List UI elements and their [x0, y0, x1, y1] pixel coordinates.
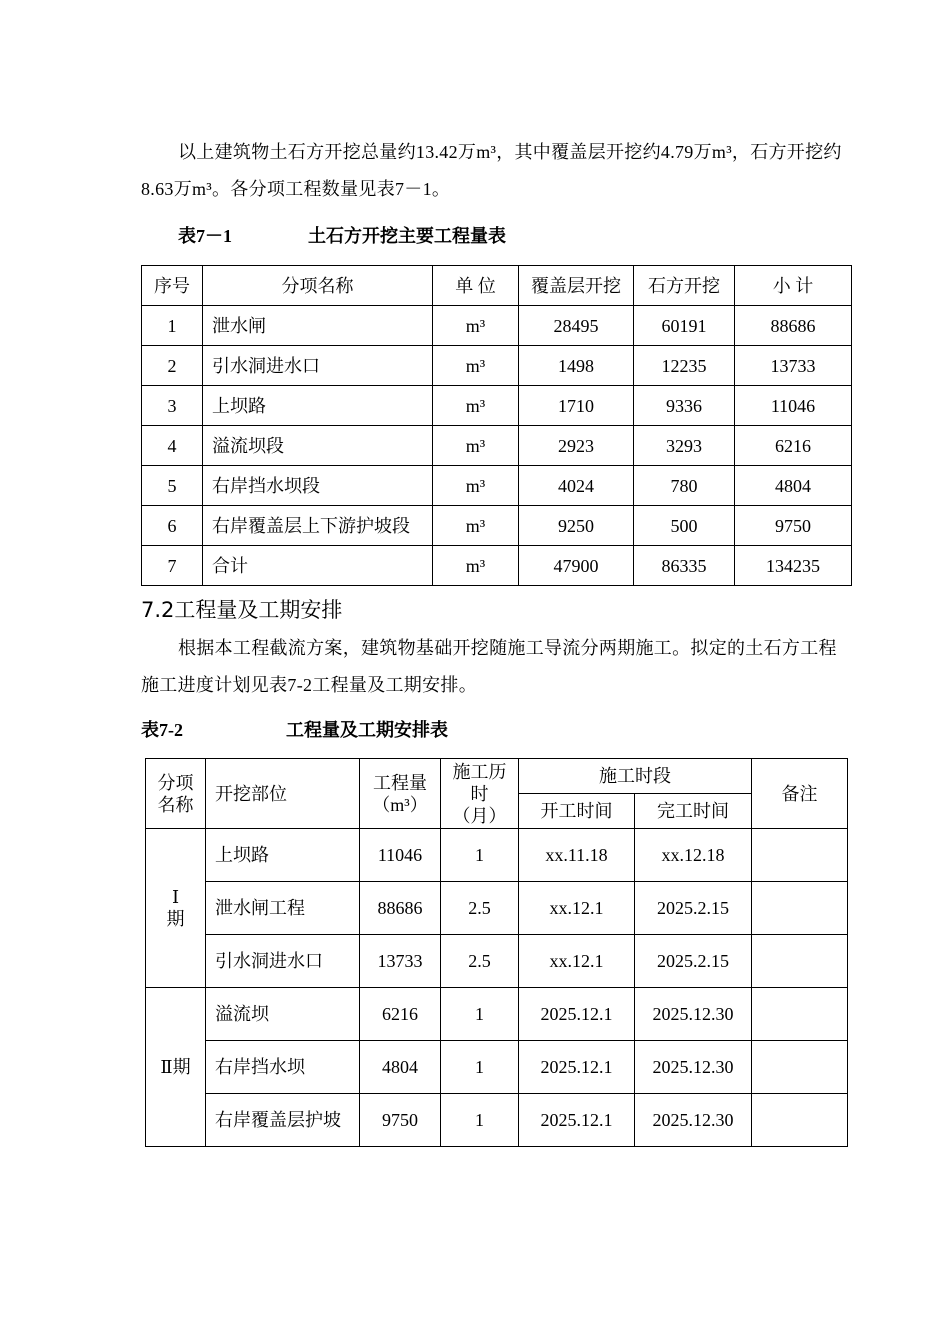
quantity: 4804 — [360, 1041, 441, 1094]
section-heading: 7.2工程量及工期安排 — [141, 598, 343, 622]
unit: m³ — [433, 426, 519, 466]
duration: 1 — [441, 829, 519, 882]
table-row — [142, 386, 852, 426]
rock-excavation: 3293 — [634, 426, 735, 466]
column-header-part: 开挖部位 — [206, 759, 360, 829]
column-header: 石方开挖 — [634, 266, 735, 306]
cover-excavation: 4024 — [519, 466, 634, 506]
earthwork-table — [141, 265, 852, 586]
item-name: 引水洞进水口 — [203, 346, 433, 386]
duration: 1 — [441, 988, 519, 1041]
unit: m³ — [433, 386, 519, 426]
table-row — [146, 935, 848, 988]
start-date: xx.11.18 — [519, 829, 635, 882]
start-date: 2025.12.1 — [519, 1094, 635, 1147]
remark — [752, 1041, 848, 1094]
header-text: 分项 — [157, 772, 194, 793]
start-date: 2025.12.1 — [519, 988, 635, 1041]
end-date: 2025.2.15 — [635, 935, 752, 988]
rock-excavation: 60191 — [634, 306, 735, 346]
table1-caption-number: 表7－1 — [178, 226, 232, 246]
part-name: 引水洞进水口 — [206, 935, 360, 988]
part-name: 溢流坝 — [206, 988, 360, 1041]
column-header: 单 位 — [433, 266, 519, 306]
part-name: 右岸覆盖层护坡 — [206, 1094, 360, 1147]
rock-excavation: 9336 — [634, 386, 735, 426]
rock-excavation: 780 — [634, 466, 735, 506]
part-name: 上坝路 — [206, 829, 360, 882]
subtotal: 4804 — [735, 466, 852, 506]
rock-excavation: 86335 — [634, 546, 735, 586]
table-row — [146, 882, 848, 935]
table-row-total — [142, 546, 852, 586]
duration: 1 — [441, 1041, 519, 1094]
item-name: 右岸覆盖层上下游护坡段 — [203, 506, 433, 546]
quantity: 13733 — [360, 935, 441, 988]
table-row — [142, 426, 852, 466]
table-row — [142, 306, 852, 346]
header-text: （月） — [452, 805, 507, 826]
subtotal: 88686 — [735, 306, 852, 346]
unit: m³ — [433, 306, 519, 346]
cover-excavation: 28495 — [519, 306, 634, 346]
column-header-start: 开工时间 — [519, 794, 635, 829]
table-row — [142, 466, 852, 506]
quantity: 6216 — [360, 988, 441, 1041]
column-header-phase — [146, 759, 206, 829]
subtotal: 6216 — [735, 426, 852, 466]
part-name: 泄水闸工程 — [206, 882, 360, 935]
phase-label: 期 — [166, 909, 185, 929]
header-text: 时 — [470, 783, 489, 804]
duration: 2.5 — [441, 882, 519, 935]
remark — [752, 1094, 848, 1147]
table-row — [146, 1041, 848, 1094]
unit: m³ — [433, 466, 519, 506]
start-date: xx.12.1 — [519, 935, 635, 988]
end-date: xx.12.18 — [635, 829, 752, 882]
phase-cell: Ⅱ期 — [146, 988, 206, 1147]
start-date: xx.12.1 — [519, 882, 635, 935]
quantity: 9750 — [360, 1094, 441, 1147]
header-text: 名称 — [157, 794, 194, 815]
table-header-row — [146, 759, 848, 794]
column-header: 覆盖层开挖 — [519, 266, 634, 306]
table2-caption-number: 表7-2 — [141, 720, 183, 740]
remark — [752, 935, 848, 988]
item-name: 合计 — [203, 546, 433, 586]
column-header-period: 施工时段 — [519, 759, 752, 794]
header-text: 施工历 — [452, 761, 507, 782]
item-name: 泄水闸 — [203, 306, 433, 346]
table-row — [142, 346, 852, 386]
quantity: 11046 — [360, 829, 441, 882]
subtotal: 9750 — [735, 506, 852, 546]
row-number: 4 — [142, 426, 203, 466]
remark — [752, 882, 848, 935]
end-date: 2025.12.30 — [635, 1041, 752, 1094]
remark — [752, 829, 848, 882]
phase-cell — [146, 829, 206, 988]
phase-label: Ⅰ — [171, 887, 180, 907]
column-header-quantity — [360, 759, 441, 829]
cover-excavation: 9250 — [519, 506, 634, 546]
cover-excavation: 2923 — [519, 426, 634, 466]
column-header-end: 完工时间 — [635, 794, 752, 829]
part-name: 右岸挡水坝 — [206, 1041, 360, 1094]
subtotal: 11046 — [735, 386, 852, 426]
cover-excavation: 47900 — [519, 546, 634, 586]
row-number: 6 — [142, 506, 203, 546]
column-header: 分项名称 — [203, 266, 433, 306]
unit: m³ — [433, 506, 519, 546]
row-number: 5 — [142, 466, 203, 506]
item-name: 溢流坝段 — [203, 426, 433, 466]
table-row — [146, 1094, 848, 1147]
item-name: 右岸挡水坝段 — [203, 466, 433, 506]
item-name: 上坝路 — [203, 386, 433, 426]
row-number: 7 — [142, 546, 203, 586]
start-date: 2025.12.1 — [519, 1041, 635, 1094]
column-header: 小 计 — [735, 266, 852, 306]
table2-caption-title: 工程量及工期安排表 — [286, 720, 448, 740]
cover-excavation: 1498 — [519, 346, 634, 386]
row-number: 1 — [142, 306, 203, 346]
remark — [752, 988, 848, 1041]
column-header-duration — [441, 759, 519, 829]
subtotal: 13733 — [735, 346, 852, 386]
rock-excavation: 500 — [634, 506, 735, 546]
section-paragraph: 根据本工程截流方案，建筑物基础开挖随施工导流分两期施工。拟定的土石方工程施工进度计划见表7-2工程量及工期安排。 — [141, 638, 837, 695]
rock-excavation: 12235 — [634, 346, 735, 386]
duration: 2.5 — [441, 935, 519, 988]
table-row — [146, 988, 848, 1041]
subtotal: 134235 — [735, 546, 852, 586]
end-date: 2025.12.30 — [635, 1094, 752, 1147]
cover-excavation: 1710 — [519, 386, 634, 426]
column-header-remark: 备注 — [752, 759, 848, 829]
end-date: 2025.2.15 — [635, 882, 752, 935]
unit: m³ — [433, 346, 519, 386]
end-date: 2025.12.30 — [635, 988, 752, 1041]
schedule-table — [145, 758, 848, 1147]
table-row — [146, 829, 848, 882]
table-row — [142, 506, 852, 546]
row-number: 3 — [142, 386, 203, 426]
header-text: 工程量 — [373, 772, 427, 793]
unit: m³ — [433, 546, 519, 586]
table1-caption-title: 土石方开挖主要工程量表 — [308, 226, 506, 246]
duration: 1 — [441, 1094, 519, 1147]
row-number: 2 — [142, 346, 203, 386]
column-header: 序号 — [142, 266, 203, 306]
header-text: （m³） — [372, 794, 428, 815]
intro-paragraph: 以上建筑物土石方开挖总量约13.42万m³，其中覆盖层开挖约4.79万m³，石方开挖约8.63万m³。各分项工程数量见表7－1。 — [141, 142, 842, 199]
table-header-row — [142, 266, 852, 306]
quantity: 88686 — [360, 882, 441, 935]
